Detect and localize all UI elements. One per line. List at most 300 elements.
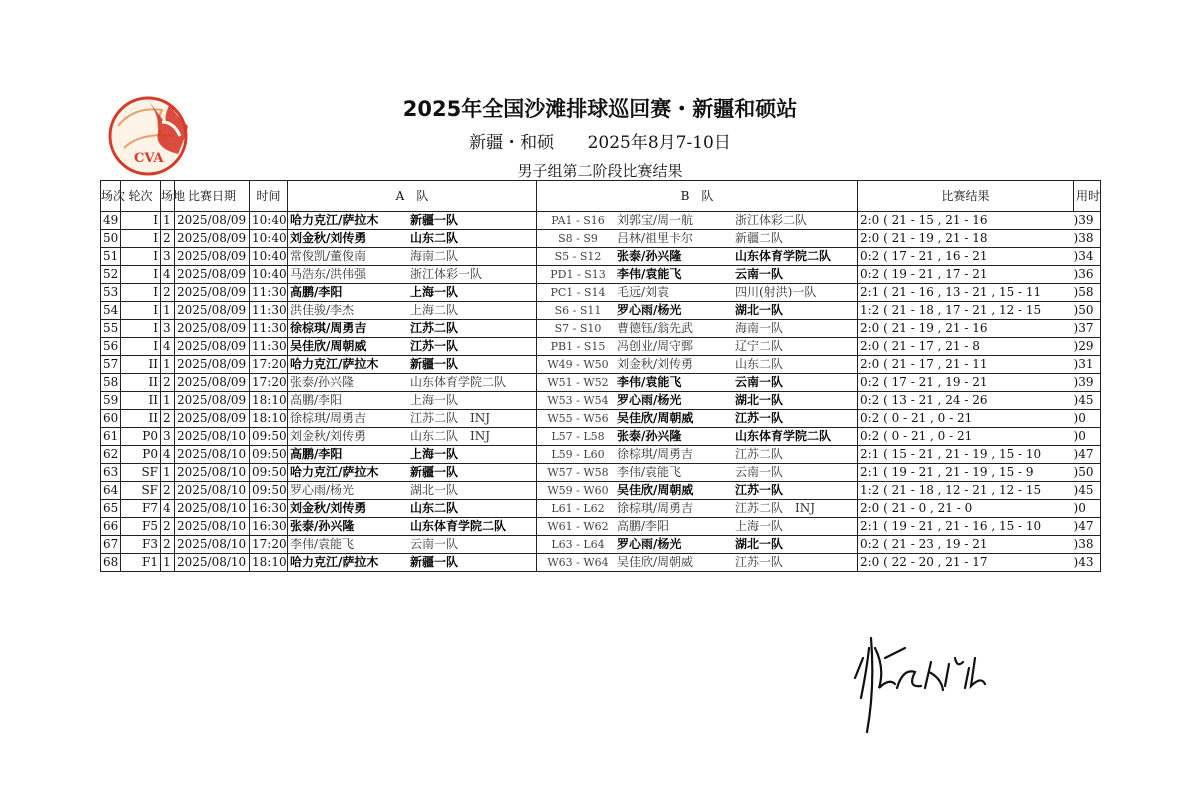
team-a-players: 刘金秋/刘传勇 (290, 501, 367, 515)
match-result: 0:2 ( 0 - 21 , 0 - 21 (858, 410, 1074, 428)
match-code: S5 - S12 (554, 250, 602, 263)
match-no: 65 (101, 500, 121, 518)
match-no: 50 (101, 230, 121, 248)
round: I (121, 338, 161, 356)
match-result: 0:2 ( 13 - 21 , 24 - 26 (858, 392, 1074, 410)
team-b-team: 新疆二队 (735, 231, 784, 245)
match-result: 2:1 ( 19 - 21 , 21 - 16 , 15 - 10 (858, 518, 1074, 536)
match-no: 59 (101, 392, 121, 410)
team-a-players: 洪佳骏/李杰 (290, 303, 355, 317)
match-no: 66 (101, 518, 121, 536)
match-date: 2025/08/09 (175, 248, 250, 266)
match-code: W57 - W58 (547, 466, 609, 479)
team-a-cell (288, 428, 537, 446)
team-b-players: 徐棕琪/周勇吉 (617, 447, 694, 461)
match-duration: )45 (1074, 482, 1101, 500)
duration-value: 38 (1078, 537, 1094, 551)
table-row (101, 392, 1101, 410)
match-time: 11:30 (250, 284, 288, 302)
court: 2 (161, 284, 175, 302)
match-date: 2025/08/10 (175, 536, 250, 554)
match-time: 09:50 (250, 482, 288, 500)
team-a-cell (288, 230, 537, 248)
team-b-players: 李伟/袁能飞 (617, 465, 682, 479)
court: 3 (161, 320, 175, 338)
round: II (121, 356, 161, 374)
match-date: 2025/08/09 (175, 374, 250, 392)
col-court: 场地 (161, 181, 175, 212)
team-a-cell (288, 266, 537, 284)
court: 1 (161, 392, 175, 410)
team-a-cell (288, 464, 537, 482)
team-b-players: 吴佳欣/周朝威 (617, 411, 694, 425)
match-code: PA1 - S16 (551, 214, 605, 227)
match-duration: )50 (1074, 464, 1101, 482)
match-date: 2025/08/10 (175, 464, 250, 482)
match-time: 17:20 (250, 536, 288, 554)
team-b-team: 江苏二队 (735, 447, 784, 461)
table-row (101, 554, 1101, 572)
match-duration: )58 (1074, 284, 1101, 302)
duration-value: 50 (1078, 303, 1094, 317)
team-b-team: 山东体育学院二队 (735, 429, 832, 443)
team-a-team: 湖北一队 (410, 483, 459, 497)
team-b-team: 云南一队 (735, 267, 784, 281)
match-no: 60 (101, 410, 121, 428)
match-code: PC1 - S14 (550, 286, 606, 299)
table-row (101, 482, 1101, 500)
team-b-cell (537, 338, 858, 356)
match-code: W49 - W50 (547, 358, 609, 371)
team-a-cell (288, 392, 537, 410)
round: I (121, 266, 161, 284)
col-match-no: 场次 (101, 181, 121, 212)
match-code: W51 - W52 (547, 376, 609, 389)
match-no: 51 (101, 248, 121, 266)
team-a-cell (288, 212, 537, 230)
team-b-team: 湖北一队 (735, 537, 784, 551)
match-no: 62 (101, 446, 121, 464)
team-a-players: 哈力克江/萨拉木 (290, 555, 379, 569)
team-a-team: 山东体育学院二队 (410, 375, 507, 389)
event-dates: 2025年8月7-10日 (587, 133, 731, 153)
duration-value: 39 (1078, 213, 1094, 227)
team-a-team: 山东二队 (410, 501, 459, 515)
court: 4 (161, 266, 175, 284)
team-b-team: 云南一队 (735, 375, 784, 389)
match-time: 18:10 (250, 410, 288, 428)
table-row (101, 284, 1101, 302)
round: F1 (121, 554, 161, 572)
team-b-team: 江苏一队 (735, 483, 784, 497)
match-time: 11:30 (250, 320, 288, 338)
duration-value: 36 (1078, 267, 1094, 281)
match-time: 11:30 (250, 302, 288, 320)
match-time: 18:10 (250, 392, 288, 410)
team-a-players: 哈力克江/萨拉木 (290, 357, 379, 371)
team-a-team: 新疆一队 (410, 555, 459, 569)
table-row (101, 212, 1101, 230)
team-a-team: 上海二队 (410, 303, 459, 317)
match-duration: )39 (1074, 374, 1101, 392)
team-b-team: 湖北一队 (735, 303, 784, 317)
match-code: W53 - W54 (547, 394, 609, 407)
match-code: S7 - S10 (554, 322, 602, 335)
match-date: 2025/08/09 (175, 392, 250, 410)
table-header-row (101, 181, 1101, 212)
duration-value: 29 (1078, 339, 1094, 353)
round: I (121, 320, 161, 338)
page-title: 2025年全国沙滩排球巡回赛・新疆和硕站 (402, 97, 798, 121)
match-date: 2025/08/09 (175, 410, 250, 428)
team-b-players: 张泰/孙兴隆 (617, 429, 682, 443)
table-row (101, 302, 1101, 320)
match-code: W63 - W64 (547, 556, 609, 569)
round: II (121, 392, 161, 410)
duration-value: 50 (1078, 465, 1094, 479)
match-code: W59 - W60 (547, 484, 609, 497)
match-duration: )47 (1074, 518, 1101, 536)
court: 4 (161, 446, 175, 464)
team-b-cell (537, 410, 858, 428)
team-a-cell (288, 446, 537, 464)
duration-value: 0 (1078, 501, 1086, 515)
team-a-players: 张泰/孙兴隆 (290, 375, 355, 389)
duration-value: 0 (1078, 411, 1086, 425)
team-a-team: 上海一队 (410, 393, 459, 407)
team-a-team: 山东体育学院二队 (410, 519, 507, 533)
court: 1 (161, 302, 175, 320)
match-duration: )0 (1074, 410, 1101, 428)
match-code: L59 - L60 (551, 448, 605, 461)
team-b-players: 李伟/袁能飞 (617, 375, 682, 389)
match-result: 2:0 ( 21 - 19 , 21 - 18 (858, 230, 1074, 248)
duration-value: 58 (1078, 285, 1094, 299)
team-a-team: 山东二队 INJ (410, 429, 491, 443)
team-b-players: 徐棕琪/周勇吉 (617, 501, 694, 515)
team-b-team: 四川(射洪)一队 (735, 285, 817, 299)
team-a-cell (288, 410, 537, 428)
team-b-team: 浙江体彩二队 (735, 213, 808, 227)
match-no: 49 (101, 212, 121, 230)
court: 3 (161, 248, 175, 266)
match-code: W55 - W56 (547, 412, 609, 425)
team-b-cell (537, 374, 858, 392)
team-b-players: 刘金秋/刘传勇 (617, 357, 694, 371)
court: 2 (161, 410, 175, 428)
col-round: 轮次 (121, 181, 161, 212)
match-time: 16:30 (250, 518, 288, 536)
match-result: 0:2 ( 19 - 21 , 17 - 21 (858, 266, 1074, 284)
team-b-cell (537, 302, 858, 320)
match-result: 2:1 ( 19 - 21 , 21 - 19 , 15 - 9 (858, 464, 1074, 482)
team-a-cell (288, 248, 537, 266)
team-a-team: 上海一队 (410, 447, 459, 461)
match-result: 2:1 ( 21 - 16 , 13 - 21 , 15 - 11 (858, 284, 1074, 302)
team-b-team: 江苏二队 INJ (735, 501, 816, 515)
match-no: 55 (101, 320, 121, 338)
match-date: 2025/08/09 (175, 338, 250, 356)
match-time: 11:30 (250, 338, 288, 356)
team-a-team: 新疆一队 (410, 357, 459, 371)
duration-value: 43 (1078, 555, 1094, 569)
col-team-a: A 队 (288, 181, 537, 212)
court: 2 (161, 536, 175, 554)
court: 2 (161, 482, 175, 500)
duration-value: 31 (1078, 357, 1094, 371)
match-date: 2025/08/10 (175, 500, 250, 518)
round: I (121, 230, 161, 248)
court: 1 (161, 464, 175, 482)
team-b-players: 罗心雨/杨光 (617, 303, 682, 317)
court: 2 (161, 374, 175, 392)
match-no: 57 (101, 356, 121, 374)
team-b-cell (537, 482, 858, 500)
match-result: 2:1 ( 15 - 21 , 21 - 19 , 15 - 10 (858, 446, 1074, 464)
team-a-cell (288, 374, 537, 392)
team-b-cell (537, 212, 858, 230)
duration-value: 47 (1078, 447, 1094, 461)
team-b-team: 山东体育学院二队 (735, 249, 832, 263)
results-table (100, 180, 1101, 572)
team-b-cell (537, 518, 858, 536)
team-a-cell (288, 302, 537, 320)
match-code: PD1 - S13 (550, 268, 606, 281)
round: II (121, 410, 161, 428)
team-a-cell (288, 500, 537, 518)
stage-title: 男子组第二阶段比赛结果 (517, 162, 683, 180)
match-code: PB1 - S15 (550, 340, 606, 353)
court: 2 (161, 518, 175, 536)
team-b-cell (537, 428, 858, 446)
team-a-players: 高鹏/李阳 (290, 447, 343, 461)
signature (845, 628, 1005, 738)
team-b-team: 江苏一队 (735, 411, 784, 425)
match-duration: )0 (1074, 500, 1101, 518)
col-duration: 用时 (1074, 181, 1101, 212)
team-a-players: 张泰/孙兴隆 (290, 519, 355, 533)
duration-value: 45 (1078, 393, 1094, 407)
team-a-cell (288, 320, 537, 338)
match-time: 18:10 (250, 554, 288, 572)
round: P0 (121, 428, 161, 446)
round: I (121, 284, 161, 302)
table-row (101, 446, 1101, 464)
match-duration: )47 (1074, 446, 1101, 464)
match-date: 2025/08/09 (175, 302, 250, 320)
match-code: S6 - S11 (554, 304, 602, 317)
team-a-players: 罗心雨/杨光 (290, 483, 355, 497)
team-a-team: 江苏二队 INJ (410, 411, 491, 425)
match-duration: )0 (1074, 428, 1101, 446)
team-b-team: 湖北一队 (735, 393, 784, 407)
round: I (121, 248, 161, 266)
match-code: L61 - L62 (551, 502, 605, 515)
team-b-team: 海南一队 (735, 321, 784, 335)
table-row (101, 266, 1101, 284)
team-b-players: 曹德钰/翁先武 (617, 321, 694, 335)
match-time: 09:50 (250, 446, 288, 464)
round: F7 (121, 500, 161, 518)
match-no: 54 (101, 302, 121, 320)
team-a-players: 哈力克江/萨拉木 (290, 465, 379, 479)
col-team-b: B 队 (537, 181, 858, 212)
match-result: 2:0 ( 22 - 20 , 21 - 17 (858, 554, 1074, 572)
team-b-players: 吴佳欣/周朝威 (617, 555, 694, 569)
match-time: 16:30 (250, 500, 288, 518)
table-row (101, 464, 1101, 482)
round: P0 (121, 446, 161, 464)
team-a-players: 刘金秋/刘传勇 (290, 429, 367, 443)
round: SF (121, 464, 161, 482)
team-b-players: 高鹏/李阳 (617, 519, 670, 533)
match-result: 2:0 ( 21 - 19 , 21 - 16 (858, 320, 1074, 338)
duration-value: 0 (1078, 429, 1086, 443)
team-a-players: 刘金秋/刘传勇 (290, 231, 367, 245)
team-a-players: 常俊凯/董俊南 (290, 249, 367, 263)
team-a-cell (288, 554, 537, 572)
match-time: 10:40 (250, 212, 288, 230)
team-a-players: 李伟/袁能飞 (290, 537, 355, 551)
match-result: 1:2 ( 21 - 18 , 17 - 21 , 12 - 15 (858, 302, 1074, 320)
team-a-team: 山东二队 (410, 231, 459, 245)
match-result: 2:0 ( 21 - 0 , 21 - 0 (858, 500, 1074, 518)
match-result: 1:2 ( 21 - 18 , 12 - 21 , 12 - 15 (858, 482, 1074, 500)
duration-value: 37 (1078, 321, 1094, 335)
match-date: 2025/08/10 (175, 446, 250, 464)
match-date: 2025/08/10 (175, 554, 250, 572)
team-b-team: 辽宁二队 (735, 339, 784, 353)
match-duration: )50 (1074, 302, 1101, 320)
team-b-cell (537, 356, 858, 374)
match-duration: )34 (1074, 248, 1101, 266)
court: 1 (161, 554, 175, 572)
table-row (101, 536, 1101, 554)
duration-value: 38 (1078, 231, 1094, 245)
team-a-team: 云南一队 (410, 537, 459, 551)
team-a-players: 高鹏/李阳 (290, 393, 343, 407)
match-time: 10:40 (250, 230, 288, 248)
team-a-cell (288, 536, 537, 554)
round: II (121, 374, 161, 392)
team-b-team: 江苏一队 (735, 555, 784, 569)
duration-value: 39 (1078, 375, 1094, 389)
match-no: 52 (101, 266, 121, 284)
match-time: 09:50 (250, 428, 288, 446)
team-a-cell (288, 482, 537, 500)
match-duration: )36 (1074, 266, 1101, 284)
event-location: 新疆・和硕 (469, 133, 555, 153)
match-date: 2025/08/09 (175, 212, 250, 230)
court: 2 (161, 230, 175, 248)
match-date: 2025/08/09 (175, 230, 250, 248)
team-b-cell (537, 446, 858, 464)
team-b-cell (537, 320, 858, 338)
match-duration: )43 (1074, 554, 1101, 572)
logo-text: CVA (134, 151, 164, 166)
team-a-cell (288, 284, 537, 302)
team-b-players: 毛远/刘袁 (617, 285, 670, 299)
match-no: 61 (101, 428, 121, 446)
team-a-team: 浙江体彩一队 (410, 267, 483, 281)
team-a-team: 江苏二队 (410, 321, 459, 335)
duration-value: 45 (1078, 483, 1094, 497)
team-b-cell (537, 266, 858, 284)
team-b-cell (537, 248, 858, 266)
team-b-players: 冯创业/周守鄄 (617, 339, 694, 353)
match-duration: )31 (1074, 356, 1101, 374)
team-b-cell (537, 536, 858, 554)
match-no: 67 (101, 536, 121, 554)
team-a-players: 徐棕琪/周勇吉 (290, 321, 367, 335)
match-result: 0:2 ( 21 - 23 , 19 - 21 (858, 536, 1074, 554)
match-date: 2025/08/09 (175, 356, 250, 374)
table-row (101, 410, 1101, 428)
match-code: W61 - W62 (547, 520, 609, 533)
match-result: 2:0 ( 21 - 17 , 21 - 8 (858, 338, 1074, 356)
court: 1 (161, 356, 175, 374)
team-b-players: 李伟/袁能飞 (617, 267, 682, 281)
match-result: 0:2 ( 0 - 21 , 0 - 21 (858, 428, 1074, 446)
team-a-team: 江苏一队 (410, 339, 459, 353)
match-code: L57 - L58 (551, 430, 605, 443)
court: 4 (161, 338, 175, 356)
table-row (101, 338, 1101, 356)
match-duration: )29 (1074, 338, 1101, 356)
match-no: 58 (101, 374, 121, 392)
team-b-players: 吕林/祖里卡尔 (617, 231, 694, 245)
match-code: L63 - L64 (551, 538, 605, 551)
court: 1 (161, 212, 175, 230)
match-result: 2:0 ( 21 - 15 , 21 - 16 (858, 212, 1074, 230)
team-a-cell (288, 356, 537, 374)
match-date: 2025/08/09 (175, 320, 250, 338)
match-duration: )45 (1074, 392, 1101, 410)
table-row (101, 374, 1101, 392)
team-b-team: 云南一队 (735, 465, 784, 479)
match-date: 2025/08/09 (175, 284, 250, 302)
col-time: 时间 (250, 181, 288, 212)
court: 3 (161, 428, 175, 446)
team-b-cell (537, 554, 858, 572)
team-b-team: 山东二队 (735, 357, 784, 371)
round: SF (121, 482, 161, 500)
table-row (101, 500, 1101, 518)
team-b-players: 罗心雨/杨光 (617, 537, 682, 551)
match-result: 0:2 ( 17 - 21 , 16 - 21 (858, 248, 1074, 266)
team-a-cell (288, 518, 537, 536)
team-a-team: 上海一队 (410, 285, 459, 299)
match-time: 10:40 (250, 266, 288, 284)
team-a-players: 高鹏/李阳 (290, 285, 343, 299)
match-result: 0:2 ( 17 - 21 , 19 - 21 (858, 374, 1074, 392)
table-row (101, 428, 1101, 446)
duration-value: 34 (1078, 249, 1094, 263)
team-a-players: 徐棕琪/周勇吉 (290, 411, 367, 425)
team-b-cell (537, 392, 858, 410)
match-date: 2025/08/10 (175, 428, 250, 446)
team-b-players: 罗心雨/杨光 (617, 393, 682, 407)
match-no: 63 (101, 464, 121, 482)
table-row (101, 248, 1101, 266)
team-b-cell (537, 464, 858, 482)
team-a-team: 新疆一队 (410, 213, 459, 227)
team-b-cell (537, 284, 858, 302)
col-result: 比赛结果 (858, 181, 1074, 212)
match-no: 64 (101, 482, 121, 500)
match-time: 17:20 (250, 356, 288, 374)
match-no: 68 (101, 554, 121, 572)
